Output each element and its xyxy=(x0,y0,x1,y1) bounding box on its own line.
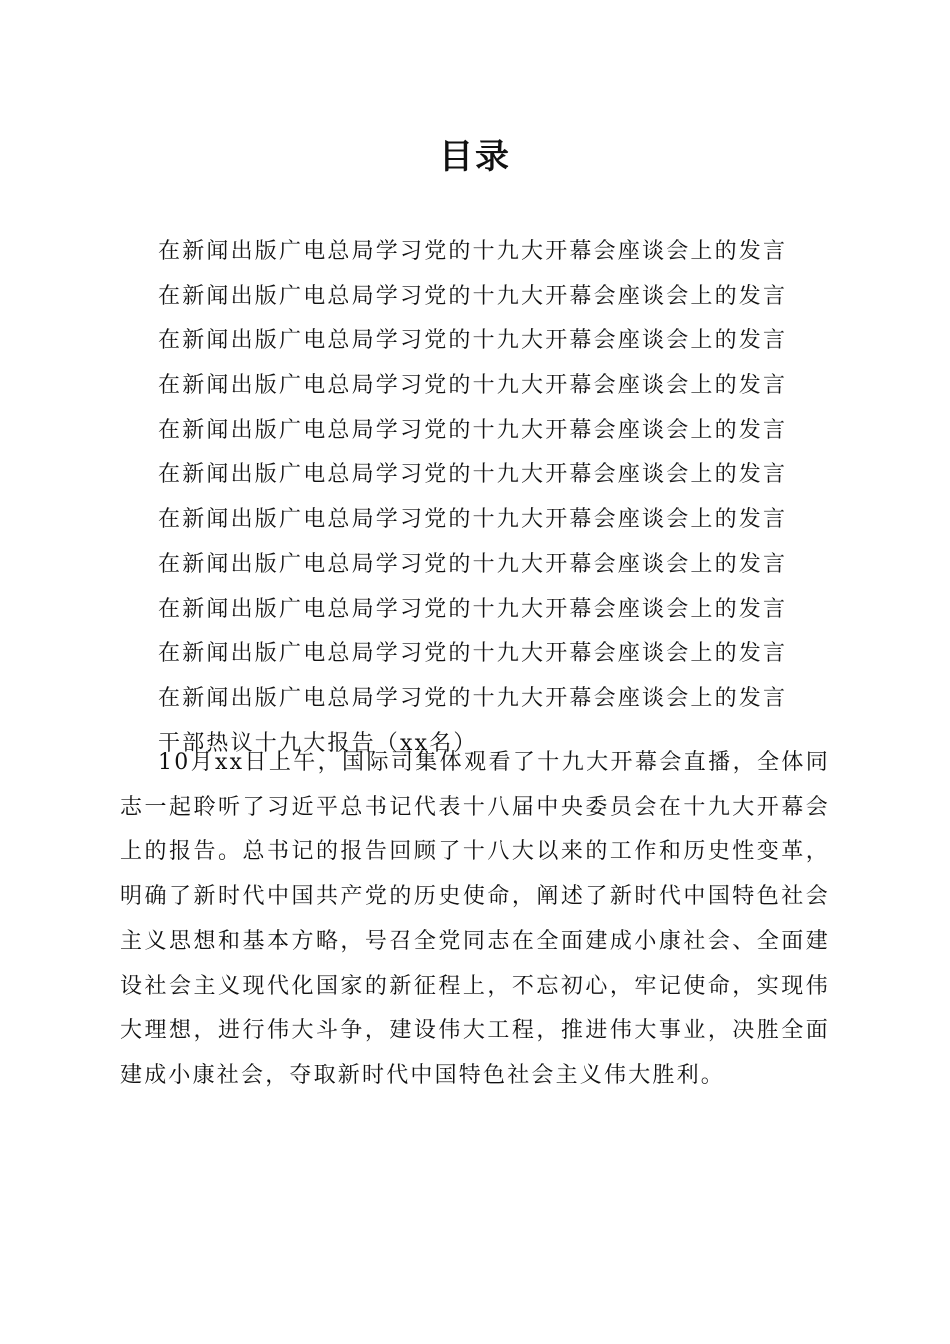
page-title: 目录 xyxy=(439,137,511,177)
toc-item: 在新闻出版广电总局学习党的十九大开幕会座谈会上的发言 xyxy=(158,328,788,354)
toc-item: 在新闻出版广电总局学习党的十九大开幕会座谈会上的发言 xyxy=(158,373,788,399)
toc-item: 在新闻出版广电总局学习党的十九大开幕会座谈会上的发言 xyxy=(158,507,788,533)
table-of-contents xyxy=(158,230,838,766)
body-paragraph: 10月xx日上午，国际司集体观看了十九大开幕会直播，全体同志一起聆听了习近平总书记代表十八届中央委员会在十九大开幕会上的报告。总书记的报告回顾了十八大以来的工作和历史性变革，明确了新时代中国共产党的历史使命，阐述了新时代中国特色社会主义思想和基本方略，号召全党同志在全面建成小康社会、全面建设社会主义现代化国家的新征程上，不忘初心，牢记使命，实现伟大理想，进行伟大斗争，建设伟大工程，推进伟大事业，决胜全面建成小康社会，夺取新时代中国特色社会主义伟大胜利。 xyxy=(120,750,830,1088)
toc-item: 干部热议十九大报告（xx名） xyxy=(158,730,478,756)
toc-item: 在新闻出版广电总局学习党的十九大开幕会座谈会上的发言 xyxy=(158,283,788,309)
toc-item: 在新闻出版广电总局学习党的十九大开幕会座谈会上的发言 xyxy=(158,551,788,577)
toc-item: 在新闻出版广电总局学习党的十九大开幕会座谈会上的发言 xyxy=(158,641,788,667)
toc-item: 在新闻出版广电总局学习党的十九大开幕会座谈会上的发言 xyxy=(158,596,788,622)
toc-item: 在新闻出版广电总局学习党的十九大开幕会座谈会上的发言 xyxy=(158,685,788,711)
toc-item: 在新闻出版广电总局学习党的十九大开幕会座谈会上的发言 xyxy=(158,239,788,264)
toc-item: 在新闻出版广电总局学习党的十九大开幕会座谈会上的发言 xyxy=(158,462,788,488)
toc-item: 在新闻出版广电总局学习党的十九大开幕会座谈会上的发言 xyxy=(158,417,788,443)
